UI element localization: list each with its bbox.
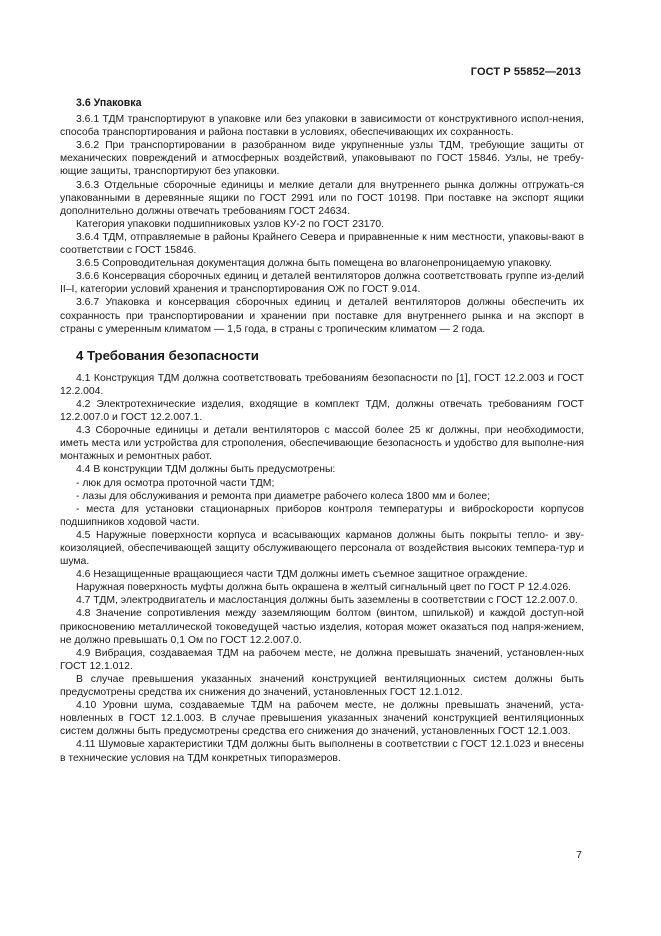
- paragraph-4-9-exceedance: В случае превышения указанных значений конструкцией вентиляционных систем должны быть предусмотрены средства их снижения до значений, установленных ГОСТ 12.1.012.: [60, 673, 584, 699]
- paragraph-4-1: 4.1 Конструкция ТДМ должна соответствовать требованиям безопасности по [1], ГОСТ 12.2.003 и ГОСТ 12.2.004.: [60, 372, 584, 397]
- paragraph-3-6-3-packaging-category: Категория упаковки подшипниковых узлов КУ-2 по ГОСТ 23170.: [76, 218, 385, 230]
- page-body: [60, 97, 584, 765]
- list-item-instrument-mounts: - места для установки стационарных приборов контроля температуры и вибросkорости корпусов подшипников ходовой части.: [60, 503, 584, 528]
- document-id-header: ГОСТ Р 55852—2013: [470, 66, 581, 78]
- list-item-service-manholes: - лазы для обслуживания и ремонта при диаметре рабочего колеса 1800 мм и более;: [76, 490, 491, 502]
- paragraph-3-6-5: 3.6.5 Сопроводительная документация должна быть помещена во влагонепроницаемую упаковку.: [76, 258, 552, 270]
- paragraph-4-8: 4.8 Значение сопротивления между заземляющим болтом (винтом, шпилькой) и каждой доступ-ной прикосновению металлической токоведущей частью изделия, которая может оказаться под напря-жением, не должно превышать 0,1 Ом по ГОСТ 12.2.007.0.: [60, 608, 584, 646]
- paragraph-4-9: 4.9 Вибрация, создаваемая ТДМ на рабочем месте, не должна превышать значений, установлен-ных ГОСТ 12.1.012.: [60, 647, 584, 672]
- paragraph-3-6-7: 3.6.7 Упаковка и консервация сборочных единиц и деталей вентиляторов должны обеспечить их сохранность при транспортировании и хранении при поставке для внутреннего рынка и на экспорт в страны с умеренным климатом — 1,5 года, в страны с тропическим климатом — 2 года.: [60, 297, 584, 335]
- paragraph-4-5: 4.5 Наружные поверхности корпуса и всасывающих карманов должны быть покрыты тепло- и зву-коизоляцией, обеспечивающей защиту обслуживающего персонала от воздействия высоких темпера-тур и шума.: [60, 529, 584, 568]
- list-item-inspection-hatch: - люк для осмотра проточной части ТДМ;: [76, 477, 275, 489]
- paragraph-4-3: 4.3 Сборочные единицы и детали вентиляторов с массой более 25 кг должны, при необходимости, иметь места или устройства для строполения, обеспечивающие безопасность и удобство для выполне-ния монтажных и ремонтных работ.: [60, 425, 584, 463]
- paragraph-4-6: 4.6 Незащищенные вращающиеся части ТДМ должны иметь съемное защитное ограждение.: [76, 569, 528, 581]
- paragraph-4-11: 4.11 Шумовые характеристики ТДМ должны быть выполнены в соответствии с ГОСТ 12.1.023 и внесены в технические условия на ТДМ конкретных типоразмеров.: [60, 739, 584, 764]
- paragraph-4-6-coupling-color: Наружная поверхность муфты должна быть окрашена в желтый сигнальный цвет по ГОСТ Р 12.4.026.: [76, 582, 571, 594]
- paragraph-4-2: 4.2 Электротехнические изделия, входящие в комплект ТДМ, должны отвечать требованиям ГОСТ 12.2.007.0 и ГОСТ 12.2.007.1.: [60, 398, 584, 424]
- paragraph-3-6-1: 3.6.1 ТДМ транспортируют в упаковке или без упаковки в зависимости от конструктивного испол-нения, способа транспортирования и района поставки в условиях, обеспечивающих их сохранность.: [60, 114, 584, 139]
- paragraph-4-4: 4.4 В конструкции ТДМ должны быть предусмотрены:: [76, 464, 336, 476]
- paragraph-4-7: 4.7 ТДМ, электродвигатель и маслостанция должны быть заземлены в соответствии с ГОСТ 12.2.007.0.: [76, 595, 578, 607]
- section-4-heading: 4 Требования безопасности: [76, 347, 259, 363]
- page-number: 7: [576, 849, 582, 861]
- section-3-6-heading: 3.6 Упаковка: [76, 97, 142, 109]
- paragraph-3-6-4: 3.6.4 ТДМ, отправляемые в районы Крайнего Севера и приравненные к ним местности, упаковы-вают в соответствии с ГОСТ 15846.: [60, 231, 584, 257]
- paragraph-4-10: 4.10 Уровни шума, создаваемые ТДМ на рабочем месте, не должны превышать значений, уста-новленных в ГОСТ 12.1.003. В случае превышения указанных значений конструкцией вентиляционных систем должны быть предусмотрены средства его снижения до значений, установленных ГОСТ 12.1.003.: [60, 700, 584, 738]
- paragraph-3-6-3: 3.6.3 Отдельные сборочные единицы и мелкие детали для внутреннего рынка должны отгружать-ся упакованными в деревянные ящики по ГОСТ 2991 или по ГОСТ 10198. При поставке на экспорт ящики дополнительно должны отвечать требованиям ГОСТ 24634.: [60, 179, 584, 217]
- paragraph-3-6-6: 3.6.6 Консервация сборочных единиц и деталей вентиляторов должна соответствовать группе из-делий II–I, категории условий хранения и транспортирования ОЖ по ГОСТ 9.014.: [60, 271, 584, 296]
- paragraph-3-6-2: 3.6.2 При транспортировании в разобранном виде укрупненные узлы ТДМ, требующие защиты от механических повреждений и атмосферных воздействий, упаковывают по ГОСТ 15846. Узлы, не требу-ющие защиты, транспортируют без упаковки.: [60, 140, 584, 178]
